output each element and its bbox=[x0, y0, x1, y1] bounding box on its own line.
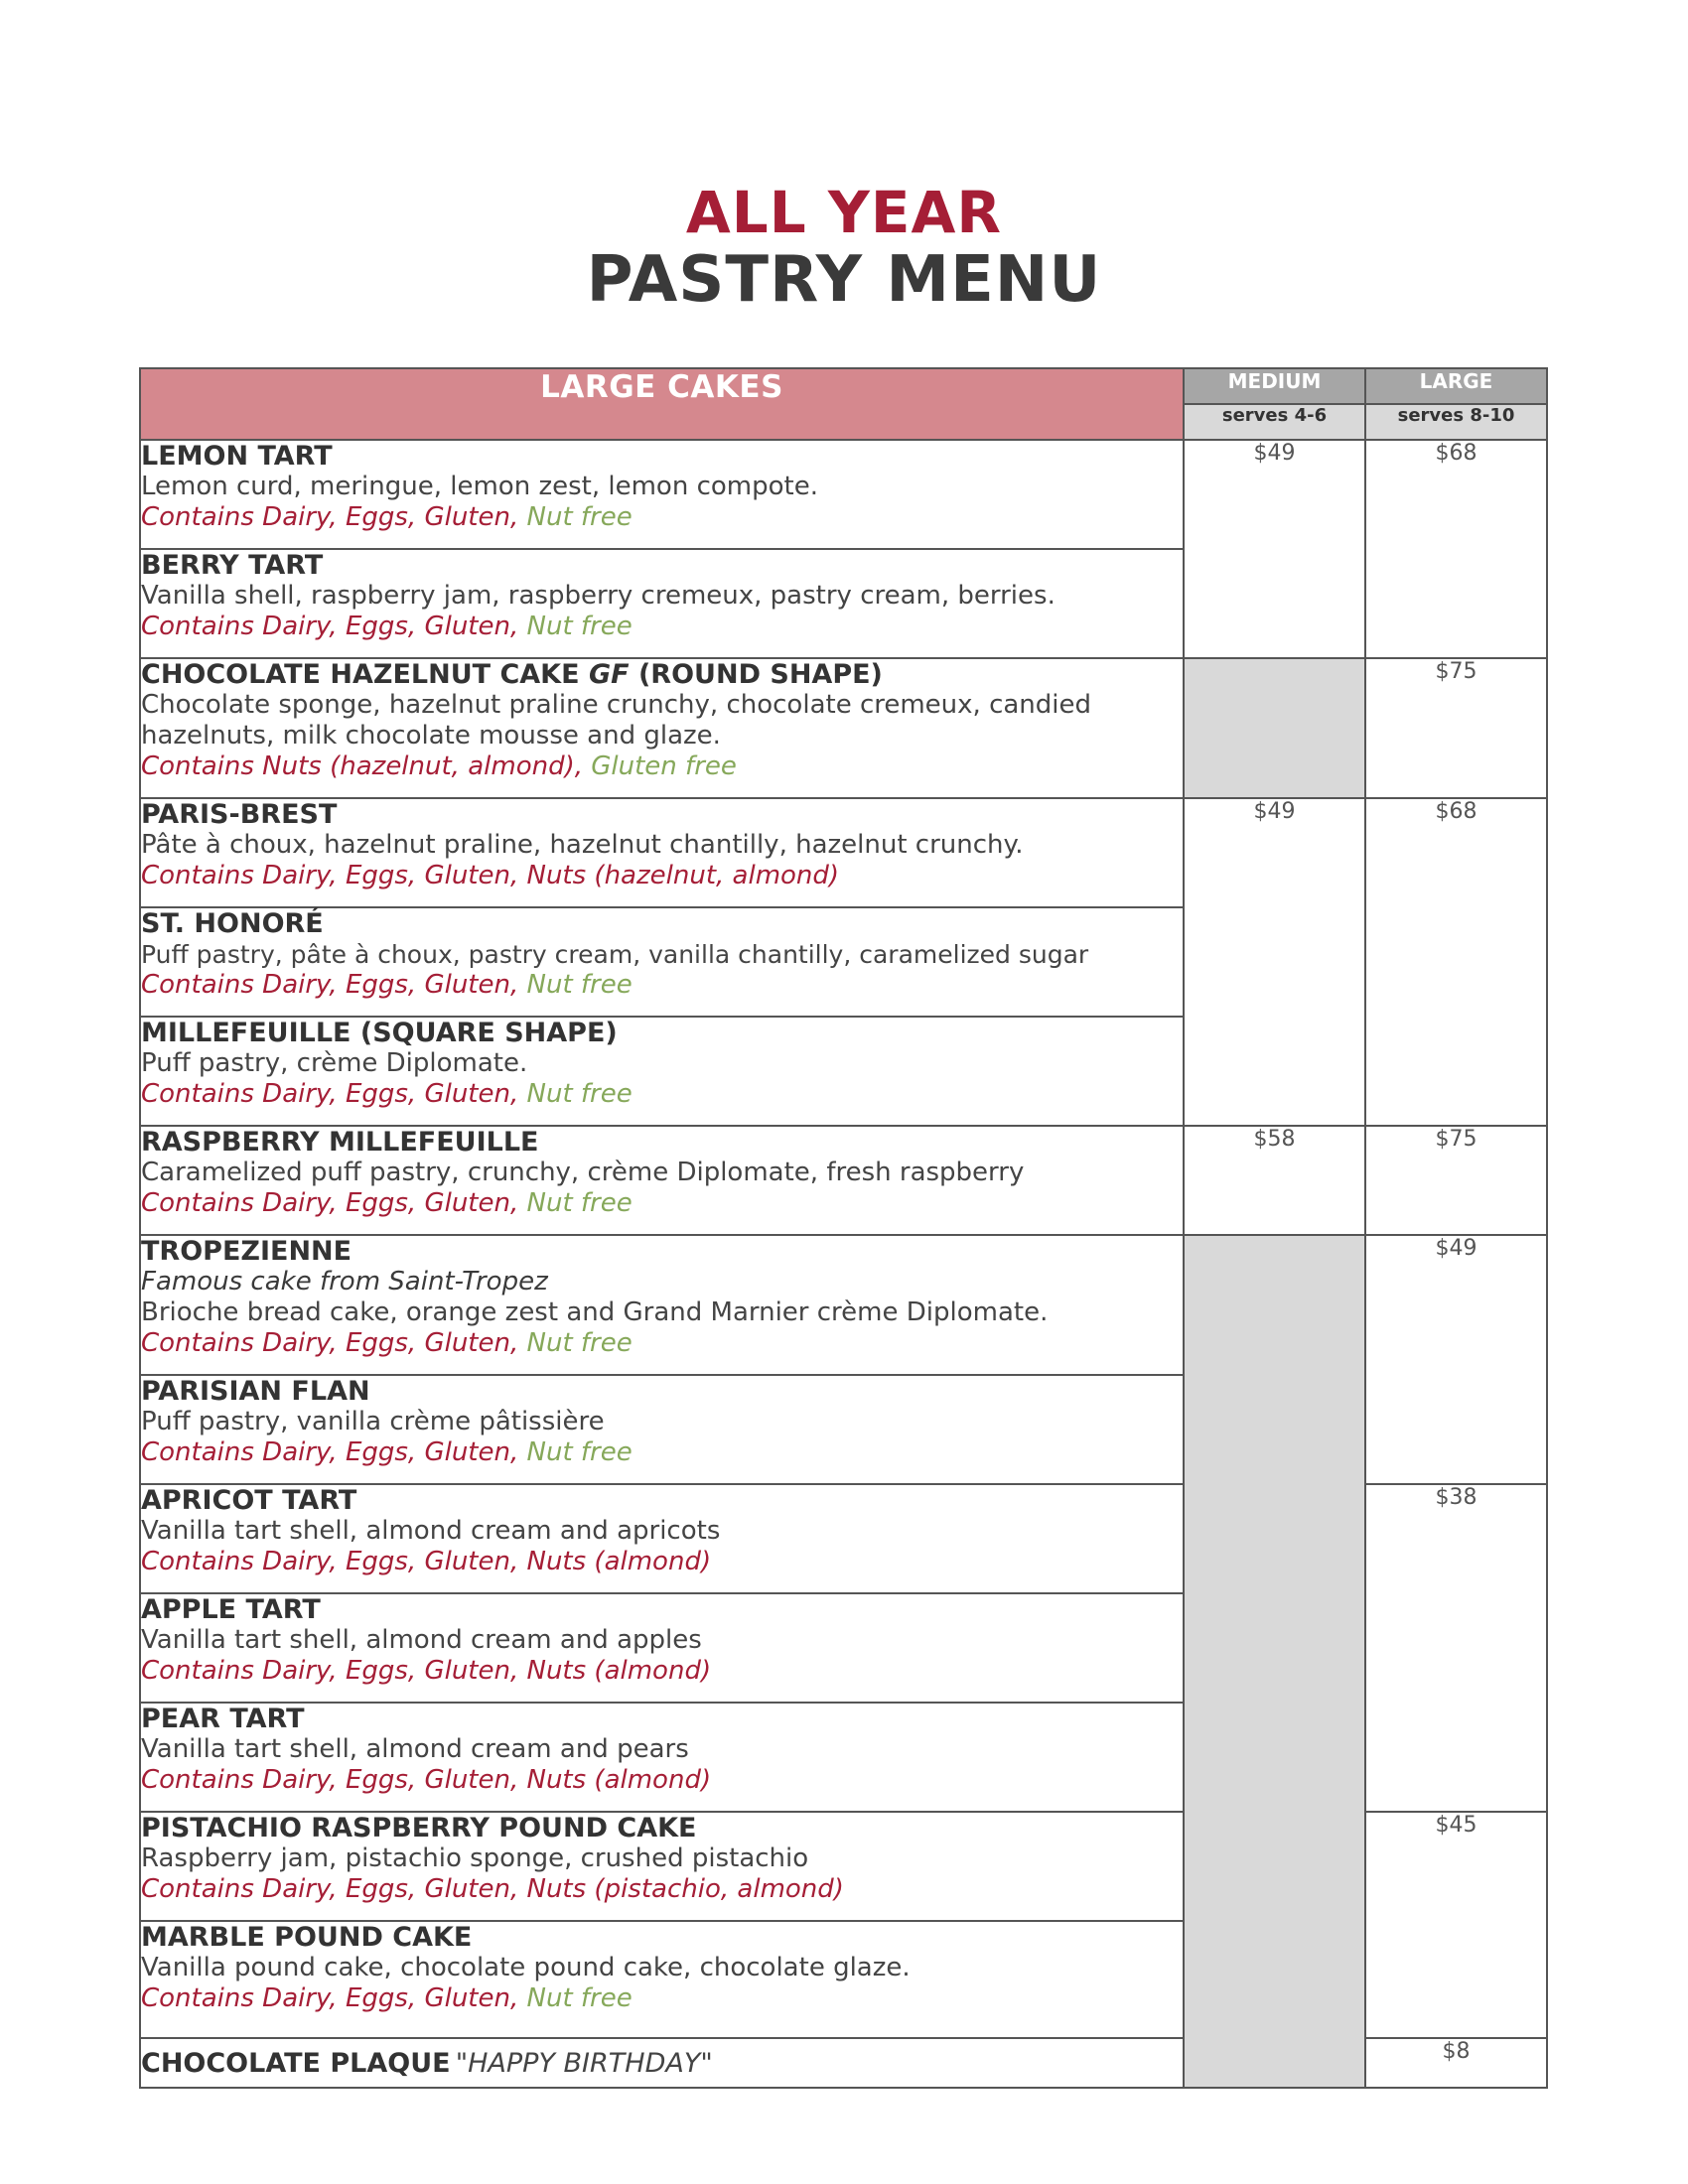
item-description: Chocolate sponge, hazelnut praline crunchy, chocolate cremeux, candied hazelnuts, milk chocolate mousse and glaze. bbox=[141, 690, 1092, 751]
item-description: Raspberry jam, pistachio sponge, crushed pistachio bbox=[141, 1843, 809, 1873]
item-tagline: Famous cake from Saint-Tropez bbox=[141, 1267, 548, 1297]
menu-item bbox=[140, 1017, 1184, 1126]
item-description: Puff pastry, crème Diplomate. bbox=[141, 1048, 528, 1078]
item-description: Puff pastry, vanilla crème pâtissière bbox=[141, 1407, 605, 1436]
price-unavailable bbox=[1184, 658, 1365, 798]
item-name: PEAR TART bbox=[141, 1704, 305, 1734]
title-line-1: ALL YEAR bbox=[685, 179, 1003, 246]
item-name: RASPBERRY MILLEFEUILLE bbox=[141, 1127, 539, 1158]
item-allergens: Contains Dairy, Eggs, Gluten, Nut free bbox=[141, 1188, 633, 1218]
price-large: $45 bbox=[1365, 1812, 1547, 2038]
price-plaque: $8 bbox=[1365, 2038, 1547, 2088]
item-allergens: Contains Dairy, Eggs, Gluten, Nut free bbox=[141, 970, 633, 1000]
item-name: BERRY TART bbox=[141, 550, 324, 581]
free-from-label: Nut free bbox=[526, 612, 633, 641]
menu-item bbox=[140, 907, 1184, 1017]
price-medium: $49 bbox=[1184, 440, 1365, 658]
item-description: Caramelized puff pastry, crunchy, crème Diplomate, fresh raspberry bbox=[141, 1158, 1025, 1187]
menu-item bbox=[140, 1375, 1184, 1484]
free-from-label: Nut free bbox=[526, 970, 633, 1000]
plaque-inscription: "HAPPY BIRTHDAY" bbox=[455, 2047, 713, 2079]
title-line-2: PASTRY MENU bbox=[586, 243, 1102, 317]
item-description: Lemon curd, meringue, lemon zest, lemon compote. bbox=[141, 472, 818, 501]
price-large: $75 bbox=[1365, 658, 1547, 798]
item-name: LEMON TART bbox=[141, 441, 333, 472]
price-large: $68 bbox=[1365, 440, 1547, 658]
item-allergens: Contains Dairy, Eggs, Gluten, Nut free bbox=[141, 1328, 633, 1358]
menu-item-plaque bbox=[140, 2038, 1184, 2088]
free-from-label: Gluten free bbox=[591, 751, 737, 781]
menu-item bbox=[140, 1593, 1184, 1703]
item-description: Pâte à choux, hazelnut praline, hazelnut chantilly, hazelnut crunchy. bbox=[141, 830, 1024, 860]
menu-item bbox=[140, 1235, 1184, 1375]
item-description: Puff pastry, pâte à choux, pastry cream, vanilla chantilly, caramelized sugar bbox=[141, 940, 1089, 969]
item-description: Vanilla tart shell, almond cream and pears bbox=[141, 1734, 689, 1764]
free-from-label: Nut free bbox=[526, 1328, 633, 1358]
price-medium: $49 bbox=[1184, 798, 1365, 1126]
free-from-label: Nut free bbox=[526, 1188, 633, 1218]
gluten-free-mark: GF bbox=[588, 659, 630, 690]
item-name: ST. HONORÉ bbox=[141, 908, 324, 939]
menu-item bbox=[140, 658, 1184, 798]
menu-item bbox=[140, 1703, 1184, 1812]
menu-table bbox=[139, 367, 1548, 2089]
price-large: $68 bbox=[1365, 798, 1547, 1126]
menu-item bbox=[140, 1126, 1184, 1235]
price-large: $75 bbox=[1365, 1126, 1547, 1235]
free-from-label: Nut free bbox=[526, 1983, 633, 2013]
item-allergens: Contains Nuts (hazelnut, almond), Gluten free bbox=[141, 751, 737, 781]
free-from-label: Nut free bbox=[526, 1437, 633, 1467]
serves-medium: serves 4-6 bbox=[1184, 404, 1365, 440]
item-description: Vanilla tart shell, almond cream and apricots bbox=[141, 1516, 721, 1546]
item-description: Vanilla shell, raspberry jam, raspberry cremeux, pastry cream, berries. bbox=[141, 581, 1055, 611]
item-allergens: Contains Dairy, Eggs, Gluten, Nuts (almond) bbox=[141, 1656, 712, 1686]
item-allergens: Contains Dairy, Eggs, Gluten, Nut free bbox=[141, 502, 633, 532]
menu-item bbox=[140, 1921, 1184, 2038]
item-name: APRICOT TART bbox=[141, 1485, 357, 1516]
page-title bbox=[0, 181, 1688, 316]
item-allergens: Contains Dairy, Eggs, Gluten, Nuts (hazelnut, almond) bbox=[141, 861, 840, 890]
free-from-label: Nut free bbox=[526, 502, 633, 532]
item-description: Vanilla pound cake, chocolate pound cake, chocolate glaze. bbox=[141, 1953, 911, 1982]
item-name: CHOCOLATE PLAQUE bbox=[141, 2047, 451, 2079]
item-allergens: Contains Dairy, Eggs, Gluten, Nut free bbox=[141, 1079, 633, 1109]
menu-item bbox=[140, 440, 1184, 549]
price-medium: $58 bbox=[1184, 1126, 1365, 1235]
item-name: MARBLE POUND CAKE bbox=[141, 1922, 473, 1953]
item-name: PARISIAN FLAN bbox=[141, 1376, 370, 1407]
item-name: TROPEZIENNE bbox=[141, 1236, 352, 1267]
menu-item bbox=[140, 1812, 1184, 1921]
price-large: $38 bbox=[1365, 1484, 1547, 1812]
item-description: Brioche bread cake, orange zest and Grand Marnier crème Diplomate. bbox=[141, 1297, 1049, 1327]
item-allergens: Contains Dairy, Eggs, Gluten, Nuts (almond) bbox=[141, 1547, 712, 1576]
price-large: $49 bbox=[1365, 1235, 1547, 1484]
item-name: PISTACHIO RASPBERRY POUND CAKE bbox=[141, 1813, 697, 1843]
item-name: MILLEFEUILLE (SQUARE SHAPE) bbox=[141, 1018, 618, 1048]
item-name: APPLE TART bbox=[141, 1594, 321, 1625]
item-description: Vanilla tart shell, almond cream and apples bbox=[141, 1625, 702, 1655]
item-allergens: Contains Dairy, Eggs, Gluten, Nuts (almond) bbox=[141, 1765, 712, 1795]
price-unavailable bbox=[1184, 1235, 1365, 2088]
size-header-large: LARGE bbox=[1365, 368, 1547, 404]
item-allergens: Contains Dairy, Eggs, Gluten, Nuts (pistachio, almond) bbox=[141, 1874, 844, 1904]
item-name: PARIS-BREST bbox=[141, 799, 338, 830]
item-name: CHOCOLATE HAZELNUT CAKE GF (ROUND SHAPE) bbox=[141, 659, 883, 690]
item-allergens: Contains Dairy, Eggs, Gluten, Nut free bbox=[141, 1983, 633, 2013]
size-header-medium: MEDIUM bbox=[1184, 368, 1365, 404]
menu-item bbox=[140, 798, 1184, 907]
item-allergens: Contains Dairy, Eggs, Gluten, Nut free bbox=[141, 612, 633, 641]
free-from-label: Nut free bbox=[526, 1079, 633, 1109]
menu-item bbox=[140, 549, 1184, 658]
item-allergens: Contains Dairy, Eggs, Gluten, Nut free bbox=[141, 1437, 633, 1467]
section-header: LARGE CAKES bbox=[140, 368, 1184, 440]
menu-item bbox=[140, 1484, 1184, 1593]
serves-large: serves 8-10 bbox=[1365, 404, 1547, 440]
